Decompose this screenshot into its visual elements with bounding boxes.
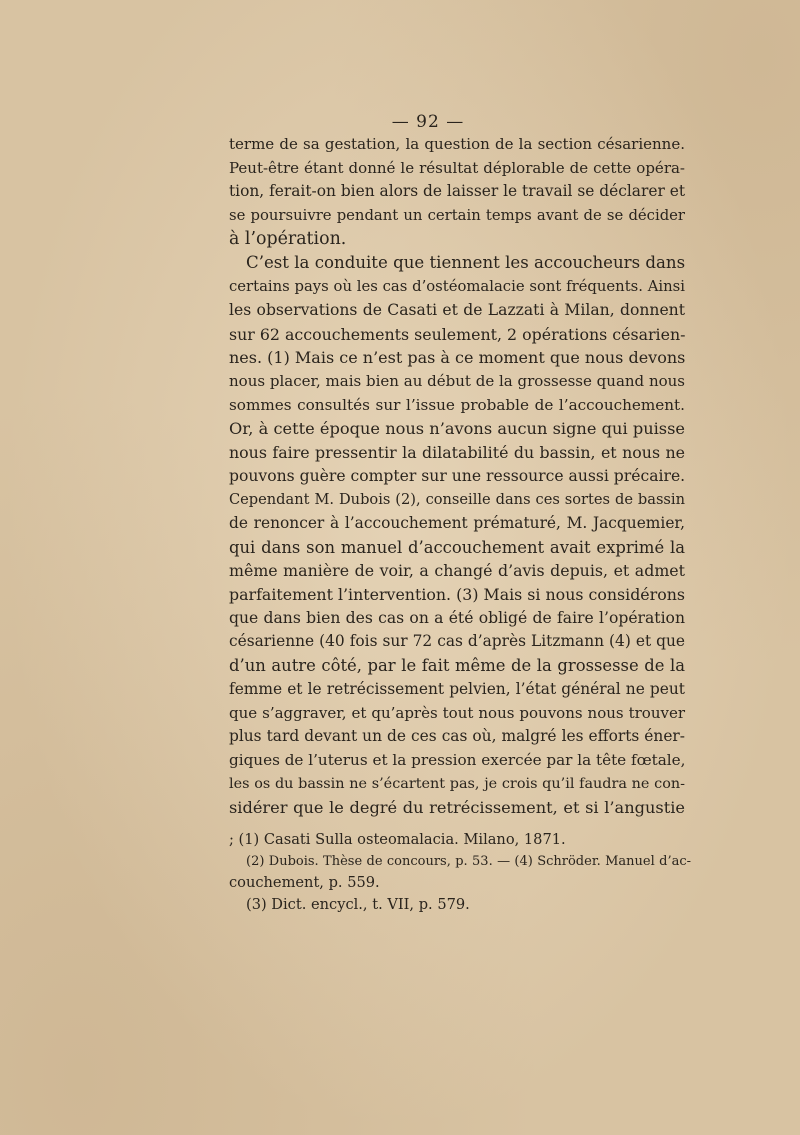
text-line: C’est la conduite que tiennent les accoucheurs dans [246,253,686,273]
text-line: les observations de Casati et de Lazzati à Milan, donnent [229,300,685,319]
text-line: plus tard devant un de ces cas où, malgré les efforts éner- [229,727,685,746]
text-line: qui dans son manuel d’accouchement avait exprimé la [229,537,685,557]
text-line: de renoncer à l’accouchement prématuré, M. Jacquemier, [229,514,685,532]
text-line: nous faire pressentir la dilatabilité du bassin, et nous ne [229,442,685,462]
text-line: parfaitement l’intervention. (3) Mais si nous considérons [229,585,685,605]
page-number: — 92 — [391,112,465,132]
text-line: Peut-être étant donné le résultat déplorable de cette opéra- [229,158,685,177]
text-line: à l’opération. [229,228,347,249]
text-line: terme de sa gestation, la question de la section césarienne. [229,135,685,153]
text-line: Or, à cette époque nous n’avons aucun signe qui puisse [229,419,685,439]
text-line: certains pays où les cas d’ostéomalacie sont fréquents. Ainsi [229,278,685,296]
text-line: nes. (1) Mais ce n’est pas à ce moment que nous devons [229,348,686,368]
text-line: sidérer que le degré du retrécissement, et si l’angustie [229,798,685,818]
text-line: que s’aggraver, et qu’après tout nous pouvons nous trouver [229,703,685,722]
footnote: (2) Dubois. Thèse de concours, p. 53. — (4) Schröder. Manuel d’ac- [246,853,691,869]
text-line: pouvons guère compter sur une ressource aussi précaire. [229,466,686,485]
text-line: d’un autre côté, par le fait même de la grossesse de la [229,656,685,676]
text-line: sur 62 accouchements seulement, 2 opérations césarien- [229,324,686,344]
text-line: les os du bassin ne s’écartent pas, je crois qu’il faudra ne con- [229,775,685,792]
text-line: tion, ferait-on bien alors de laisser le travail se déclarer et [229,182,685,201]
footnotes [229,829,691,915]
footnote: (3) Dict. encycl., t. VII, p. 579. [246,895,470,913]
text-line: même manière de voir, a changé d’avis depuis, et admet [229,561,685,581]
text-line: nous placer, mais bien au début de la grossesse quand nous [229,371,685,390]
footnote: ; (1) Casati Sulla osteomalacia. Milano, 1871. [229,831,566,848]
text-line: sommes consultés sur l’issue probable de l’accouchement. [229,395,685,414]
footnote-continuation: couchement, p. 559. [229,874,380,891]
text-line: Cependant M. Dubois (2), conseille dans ces sortes de bassin [229,491,685,509]
text-line: césarienne (40 fois sur 72 cas d’après Litzmann (4) et que [229,632,685,651]
text-line: femme et le retrécissement pelvien, l’état général ne peut [229,679,685,698]
body-text [229,133,685,820]
text-line: giques de l’uterus et la pression exercée par la tête fœtale, [229,750,686,769]
text-line: se poursuivre pendant un certain temps avant de se décider [229,207,685,225]
text-line: que dans bien des cas on a été obligé de faire l’opération [229,608,685,627]
